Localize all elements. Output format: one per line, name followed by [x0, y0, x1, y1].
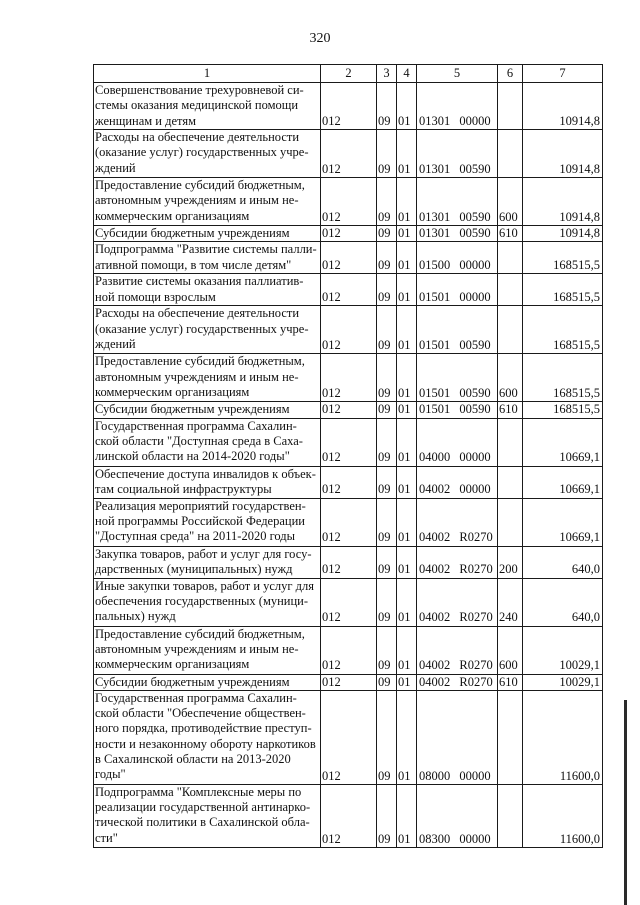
subsection-code-cell: 01 — [397, 274, 417, 306]
table-header-row — [94, 65, 603, 83]
target-article-cell: 01301 00590 — [417, 226, 498, 242]
table-row — [94, 466, 603, 498]
expense-type-cell: 600 — [498, 626, 523, 674]
column-header: 4 — [397, 65, 417, 83]
amount-cell: 10914,8 — [523, 130, 603, 178]
expense-type-cell: 600 — [498, 178, 523, 226]
section-code-cell: 09 — [377, 784, 397, 847]
expense-type-cell — [498, 274, 523, 306]
section-code-cell: 09 — [377, 242, 397, 274]
ministry-code-cell: 012 — [321, 242, 377, 274]
expense-type-cell — [498, 784, 523, 847]
row-name-cell: Государственная программа Сахалин-ской области "Обеспечение обществен-ного порядка, противодействие преступ-ности и незаконному обороту наркотиков в Сахалинской области на 2013-2020 годы" — [94, 690, 321, 784]
expense-type-cell — [498, 130, 523, 178]
amount-cell: 168515,5 — [523, 274, 603, 306]
target-article-cell: 01301 00590 — [417, 130, 498, 178]
table-row — [94, 626, 603, 674]
budget-table — [93, 64, 603, 848]
subsection-code-cell: 01 — [397, 690, 417, 784]
section-code-cell: 09 — [377, 130, 397, 178]
subsection-code-cell: 01 — [397, 498, 417, 546]
subsection-code-cell: 01 — [397, 83, 417, 130]
target-article-cell: 04002 R0270 — [417, 546, 498, 578]
table-row — [94, 83, 603, 130]
target-article-cell: 04002 00000 — [417, 466, 498, 498]
amount-cell: 168515,5 — [523, 354, 603, 402]
row-name-cell: Субсидии бюджетным учреждениям — [94, 674, 321, 690]
expense-type-cell: 240 — [498, 578, 523, 626]
amount-cell: 10029,1 — [523, 626, 603, 674]
subsection-code-cell: 01 — [397, 354, 417, 402]
row-name-cell: Реализация мероприятий государствен-ной программы Российской Федерации "Доступная среда" на 2011-2020 годы — [94, 498, 321, 546]
section-code-cell: 09 — [377, 466, 397, 498]
expense-type-cell — [498, 690, 523, 784]
amount-cell: 10914,8 — [523, 178, 603, 226]
target-article-cell: 04002 R0270 — [417, 626, 498, 674]
target-article-cell: 01501 00590 — [417, 402, 498, 418]
target-article-cell: 08300 00000 — [417, 784, 498, 847]
table-row — [94, 226, 603, 242]
section-code-cell: 09 — [377, 354, 397, 402]
target-article-cell: 01301 00590 — [417, 178, 498, 226]
section-code-cell: 09 — [377, 578, 397, 626]
subsection-code-cell: 01 — [397, 674, 417, 690]
target-article-cell: 01301 00000 — [417, 83, 498, 130]
column-header: 1 — [94, 65, 321, 83]
section-code-cell: 09 — [377, 626, 397, 674]
row-name-cell: Предоставление субсидий бюджетным, автономным учреждениям и иным не-коммерческим организациям — [94, 354, 321, 402]
subsection-code-cell: 01 — [397, 466, 417, 498]
table-row — [94, 402, 603, 418]
row-name-cell: Подпрограмма "Комплексные меры по реализации государственной антинарко-тической политики в Сахалинской обла-сти" — [94, 784, 321, 847]
section-code-cell: 09 — [377, 226, 397, 242]
subsection-code-cell: 01 — [397, 306, 417, 354]
target-article-cell: 08000 00000 — [417, 690, 498, 784]
row-name-cell: Расходы на обеспечение деятельности (оказание услуг) государственных учре-ждений — [94, 130, 321, 178]
subsection-code-cell: 01 — [397, 178, 417, 226]
column-header: 2 — [321, 65, 377, 83]
subsection-code-cell: 01 — [397, 242, 417, 274]
table-row — [94, 498, 603, 546]
table-body — [94, 83, 603, 848]
table-row — [94, 546, 603, 578]
expense-type-cell — [498, 83, 523, 130]
amount-cell: 168515,5 — [523, 306, 603, 354]
column-header: 5 — [417, 65, 498, 83]
ministry-code-cell: 012 — [321, 690, 377, 784]
amount-cell: 168515,5 — [523, 402, 603, 418]
section-code-cell: 09 — [377, 274, 397, 306]
target-article-cell: 01500 00000 — [417, 242, 498, 274]
ministry-code-cell: 012 — [321, 784, 377, 847]
scan-edge-shadow — [624, 700, 627, 905]
table-row — [94, 354, 603, 402]
table-row — [94, 274, 603, 306]
section-code-cell: 09 — [377, 306, 397, 354]
row-name-cell: Государственная программа Сахалин-ской области "Доступная среда в Саха-линской области на 2014-2020 годы" — [94, 418, 321, 466]
page-number: 320 — [309, 31, 331, 46]
expense-type-cell — [498, 498, 523, 546]
table-row — [94, 242, 603, 274]
ministry-code-cell: 012 — [321, 498, 377, 546]
row-name-cell: Совершенствование трехуровневой си-стемы оказания медицинской помощи женщинам и детям — [94, 83, 321, 130]
expense-type-cell: 610 — [498, 402, 523, 418]
subsection-code-cell: 01 — [397, 546, 417, 578]
expense-type-cell: 600 — [498, 354, 523, 402]
row-name-cell: Субсидии бюджетным учреждениям — [94, 402, 321, 418]
ministry-code-cell: 012 — [321, 130, 377, 178]
section-code-cell: 09 — [377, 546, 397, 578]
amount-cell: 10669,1 — [523, 418, 603, 466]
subsection-code-cell: 01 — [397, 418, 417, 466]
column-header: 6 — [498, 65, 523, 83]
expense-type-cell — [498, 306, 523, 354]
expense-type-cell — [498, 242, 523, 274]
ministry-code-cell: 012 — [321, 578, 377, 626]
section-code-cell: 09 — [377, 498, 397, 546]
expense-type-cell: 610 — [498, 674, 523, 690]
subsection-code-cell: 01 — [397, 402, 417, 418]
section-code-cell: 09 — [377, 402, 397, 418]
target-article-cell: 01501 00590 — [417, 354, 498, 402]
row-name-cell: Закупка товаров, работ и услуг для госу-дарственных (муниципальных) нужд — [94, 546, 321, 578]
subsection-code-cell: 01 — [397, 784, 417, 847]
ministry-code-cell: 012 — [321, 178, 377, 226]
column-header: 7 — [523, 65, 603, 83]
ministry-code-cell: 012 — [321, 83, 377, 130]
table-row — [94, 130, 603, 178]
expense-type-cell: 200 — [498, 546, 523, 578]
table-row — [94, 578, 603, 626]
amount-cell: 10914,8 — [523, 226, 603, 242]
table-row — [94, 178, 603, 226]
section-code-cell: 09 — [377, 690, 397, 784]
target-article-cell: 04000 00000 — [417, 418, 498, 466]
target-article-cell: 01501 00590 — [417, 306, 498, 354]
subsection-code-cell: 01 — [397, 226, 417, 242]
ministry-code-cell: 012 — [321, 674, 377, 690]
section-code-cell: 09 — [377, 674, 397, 690]
row-name-cell: Расходы на обеспечение деятельности (оказание услуг) государственных учре-ждений — [94, 306, 321, 354]
ministry-code-cell: 012 — [321, 402, 377, 418]
ministry-code-cell: 012 — [321, 274, 377, 306]
expense-type-cell: 610 — [498, 226, 523, 242]
ministry-code-cell: 012 — [321, 466, 377, 498]
row-name-cell: Развитие системы оказания паллиатив-ной помощи взрослым — [94, 274, 321, 306]
column-header: 3 — [377, 65, 397, 83]
subsection-code-cell: 01 — [397, 578, 417, 626]
amount-cell: 11600,0 — [523, 690, 603, 784]
target-article-cell: 04002 R0270 — [417, 578, 498, 626]
amount-cell: 10914,8 — [523, 83, 603, 130]
table-row — [94, 674, 603, 690]
table-row — [94, 306, 603, 354]
row-name-cell: Обеспечение доступа инвалидов к объек-там социальной инфраструктуры — [94, 466, 321, 498]
amount-cell: 10669,1 — [523, 498, 603, 546]
section-code-cell: 09 — [377, 418, 397, 466]
amount-cell: 168515,5 — [523, 242, 603, 274]
row-name-cell: Предоставление субсидий бюджетным, автономным учреждениям и иным не-коммерческим организациям — [94, 178, 321, 226]
ministry-code-cell: 012 — [321, 354, 377, 402]
expense-type-cell — [498, 418, 523, 466]
amount-cell: 640,0 — [523, 578, 603, 626]
amount-cell: 11600,0 — [523, 784, 603, 847]
table-row — [94, 784, 603, 847]
ministry-code-cell: 012 — [321, 626, 377, 674]
row-name-cell: Иные закупки товаров, работ и услуг для обеспечения государственных (муници-пальных) нужд — [94, 578, 321, 626]
target-article-cell: 04002 R0270 — [417, 674, 498, 690]
amount-cell: 640,0 — [523, 546, 603, 578]
row-name-cell: Предоставление субсидий бюджетным, автономным учреждениям и иным не-коммерческим организациям — [94, 626, 321, 674]
ministry-code-cell: 012 — [321, 226, 377, 242]
section-code-cell: 09 — [377, 178, 397, 226]
target-article-cell: 01501 00000 — [417, 274, 498, 306]
section-code-cell: 09 — [377, 83, 397, 130]
subsection-code-cell: 01 — [397, 626, 417, 674]
ministry-code-cell: 012 — [321, 306, 377, 354]
row-name-cell: Субсидии бюджетным учреждениям — [94, 226, 321, 242]
subsection-code-cell: 01 — [397, 130, 417, 178]
ministry-code-cell: 012 — [321, 418, 377, 466]
amount-cell: 10669,1 — [523, 466, 603, 498]
amount-cell: 10029,1 — [523, 674, 603, 690]
table-row — [94, 418, 603, 466]
target-article-cell: 04002 R0270 — [417, 498, 498, 546]
ministry-code-cell: 012 — [321, 546, 377, 578]
expense-type-cell — [498, 466, 523, 498]
table-row — [94, 690, 603, 784]
row-name-cell: Подпрограмма "Развитие системы палли-ативной помощи, в том числе детям" — [94, 242, 321, 274]
